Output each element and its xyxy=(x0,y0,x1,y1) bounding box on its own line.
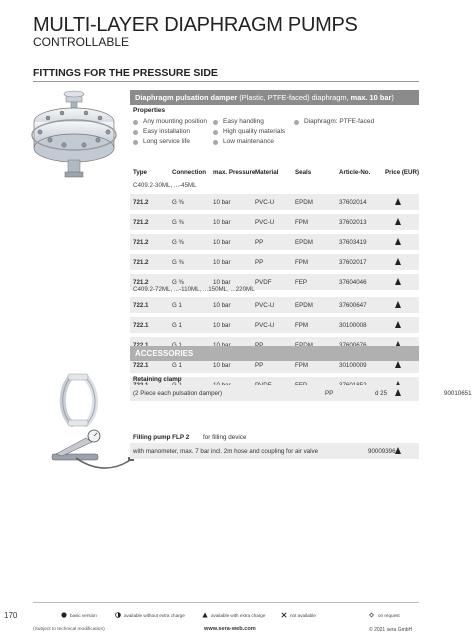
bullet-icon xyxy=(294,120,299,125)
feature-item: Easy installation xyxy=(133,127,207,137)
cell-type: 721.2 xyxy=(133,259,149,266)
footer-url-link[interactable]: www.sera-web.com xyxy=(204,626,256,632)
cell-pressure: 10 bar xyxy=(213,279,231,286)
legend-on-request: on request xyxy=(368,612,400,619)
cell-article-no: 37603419 xyxy=(339,239,367,246)
table-row xyxy=(130,214,419,230)
cell-article-no: 30100009 xyxy=(339,362,367,369)
bullet-icon xyxy=(213,140,218,145)
cell-article-no: 37602014 xyxy=(339,199,367,206)
cell-article-no: 37604046 xyxy=(339,279,367,286)
cell-type: 721.2 xyxy=(133,279,149,286)
group-label-1: C409.2-30ML, ...-45ML xyxy=(133,182,197,189)
extra-charge-icon xyxy=(395,278,401,285)
extra-charge-icon xyxy=(395,321,401,328)
cell-type: 722.1 xyxy=(133,362,149,369)
clamp-row xyxy=(130,385,472,401)
section-title: FITTINGS FOR THE PRESSURE SIDE xyxy=(33,67,218,79)
cell-pressure: 10 bar xyxy=(213,362,231,369)
cell-connection: G ⅜ xyxy=(172,259,184,266)
cell-material: PVC-U xyxy=(255,199,275,206)
extra-charge-icon xyxy=(395,238,401,245)
col-header-material: Material xyxy=(255,169,279,176)
cell-pressure: 10 bar xyxy=(213,199,231,206)
legend-not-available: not available xyxy=(281,612,316,619)
cell-material: PVDF xyxy=(255,279,272,286)
cell-connection: G 1 xyxy=(172,362,182,369)
cell-material: PVC-U xyxy=(255,322,275,329)
cell-connection: G ⅜ xyxy=(172,279,184,286)
feature-item: High quality materials xyxy=(213,127,285,137)
cell-article-no: 37602017 xyxy=(339,259,367,266)
cell-seals: FPM xyxy=(295,259,309,266)
pump-article-no: 90009396 xyxy=(368,448,396,455)
clamp-size: d 25 xyxy=(375,390,388,397)
cell-type: 721.2 xyxy=(133,199,149,206)
cell-seals: EPDM xyxy=(295,239,313,246)
cell-article-no: 30100008 xyxy=(339,322,367,329)
extra-charge-icon xyxy=(395,447,401,454)
extra-charge-icon xyxy=(395,198,401,205)
legend-basic-version: basic version xyxy=(61,612,97,619)
cell-material: PP xyxy=(255,239,264,246)
cell-material: PVC-U xyxy=(255,219,275,226)
bullet-icon xyxy=(133,120,138,125)
product-header-bar xyxy=(130,90,419,105)
cross-icon xyxy=(281,612,287,619)
feature-item: Any mounting position xyxy=(133,117,207,127)
extra-charge-icon xyxy=(395,389,401,396)
col-header-article: Article-No. xyxy=(339,169,371,176)
cell-pressure: 10 bar xyxy=(213,322,231,329)
table-row xyxy=(130,297,419,313)
cell-material: PP xyxy=(255,259,264,266)
table-row xyxy=(130,317,419,333)
cell-article-no: 37602013 xyxy=(339,219,367,226)
clamp-description: (2 Piece each pulsation damper) xyxy=(133,390,223,397)
cell-seals: EPDM xyxy=(295,199,313,206)
product-material-note: (Plastic, PTFE-faced) diaphragm, xyxy=(237,93,351,102)
col-header-price: Price (EUR) xyxy=(385,169,420,176)
cell-seals: FPM xyxy=(295,219,309,226)
inquiry-icon xyxy=(368,612,375,619)
cell-type: 721.2 xyxy=(133,219,149,226)
pump-row xyxy=(130,443,419,459)
cell-connection: G 1 xyxy=(172,302,182,309)
table-row xyxy=(130,254,419,270)
col-header-type: Type xyxy=(133,169,147,176)
clamp-title: Retaining clamp xyxy=(133,376,182,383)
feature-item: Diaphragm: PTFE-faced xyxy=(294,117,374,127)
pump-description: with manometer, max. 7 bar incl. 2m hose and coupling for air valve xyxy=(133,448,319,455)
features-column-3 xyxy=(294,117,374,127)
cell-pressure: 10 bar xyxy=(213,302,231,309)
pump-title: Filling pump FLP 2 xyxy=(133,434,190,441)
cell-seals: FPM xyxy=(295,362,309,369)
bullet-icon xyxy=(133,140,138,145)
retaining-clamp-image xyxy=(56,370,106,430)
product-max-pressure: max. 10 bar xyxy=(350,93,392,102)
section-divider xyxy=(33,81,419,82)
bullet-icon xyxy=(213,130,218,135)
clamp-material: PP xyxy=(325,390,334,397)
product-header-close: ) xyxy=(391,93,394,102)
cell-seals: FEP xyxy=(295,279,308,286)
cell-connection: G ⅜ xyxy=(172,199,184,206)
bullet-icon xyxy=(133,130,138,135)
pump-note: for filling device xyxy=(203,434,247,441)
feature-item: Low maintenance xyxy=(213,137,285,147)
cell-material: PP xyxy=(255,362,264,369)
legend-extra-charge: available with extra charge xyxy=(202,612,265,619)
cell-pressure: 10 bar xyxy=(213,259,231,266)
feature-item: Easy handling xyxy=(213,117,285,127)
footer-divider xyxy=(33,602,419,603)
pulsation-damper-image xyxy=(26,88,122,180)
clamp-article-no: 90010651 xyxy=(444,390,472,397)
footer-note: (Subject to technical modification) xyxy=(33,627,105,632)
page-title: MULTI-LAYER DIAPHRAGM PUMPS xyxy=(33,14,358,36)
cell-seals: FPM xyxy=(295,322,309,329)
extra-charge-icon xyxy=(395,258,401,265)
triangle-icon xyxy=(202,612,208,619)
extra-charge-icon xyxy=(395,301,401,308)
cell-connection: G ⅜ xyxy=(172,219,184,226)
group-label-2: C409.2-72ML, ...-110ML, ...150ML, ...220ML xyxy=(133,286,255,293)
page-number: 170 xyxy=(4,611,18,620)
half-circle-icon xyxy=(115,612,121,619)
accessories-header-bar: ACCESSORIES xyxy=(130,346,419,361)
col-header-pressure: max. Pressure xyxy=(213,169,256,176)
cell-type: 722.1 xyxy=(133,302,149,309)
features-column-1 xyxy=(133,117,207,147)
cell-article-no: 37600647 xyxy=(339,302,367,309)
cell-pressure: 10 bar xyxy=(213,219,231,226)
cell-seals: EPDM xyxy=(295,302,313,309)
legend-no-extra-charge: available without extra charge xyxy=(115,612,185,619)
footer-copyright: © 2021 sera GmbH xyxy=(369,627,413,633)
col-header-seals: Seals xyxy=(295,169,312,176)
cell-material: PVC-U xyxy=(255,302,275,309)
table-row xyxy=(130,234,419,250)
product-name: Diaphragm pulsation damper xyxy=(135,93,238,102)
cell-connection: G ⅜ xyxy=(172,239,184,246)
page-subtitle: CONTROLLABLE xyxy=(33,35,130,49)
filling-pump-image xyxy=(46,424,136,474)
cell-type: 721.2 xyxy=(133,239,149,246)
bullet-icon xyxy=(213,120,218,125)
extra-charge-icon xyxy=(395,218,401,225)
col-header-connection: Connection xyxy=(172,169,207,176)
cell-connection: G 1 xyxy=(172,322,182,329)
cell-type: 722.1 xyxy=(133,322,149,329)
features-column-2 xyxy=(213,117,285,147)
filled-circle-icon xyxy=(61,612,67,619)
properties-label: Properties xyxy=(133,107,166,114)
feature-item: Long service life xyxy=(133,137,207,147)
table-row xyxy=(130,194,419,210)
table-header xyxy=(133,166,419,178)
extra-charge-icon xyxy=(395,361,401,368)
cell-pressure: 10 bar xyxy=(213,239,231,246)
